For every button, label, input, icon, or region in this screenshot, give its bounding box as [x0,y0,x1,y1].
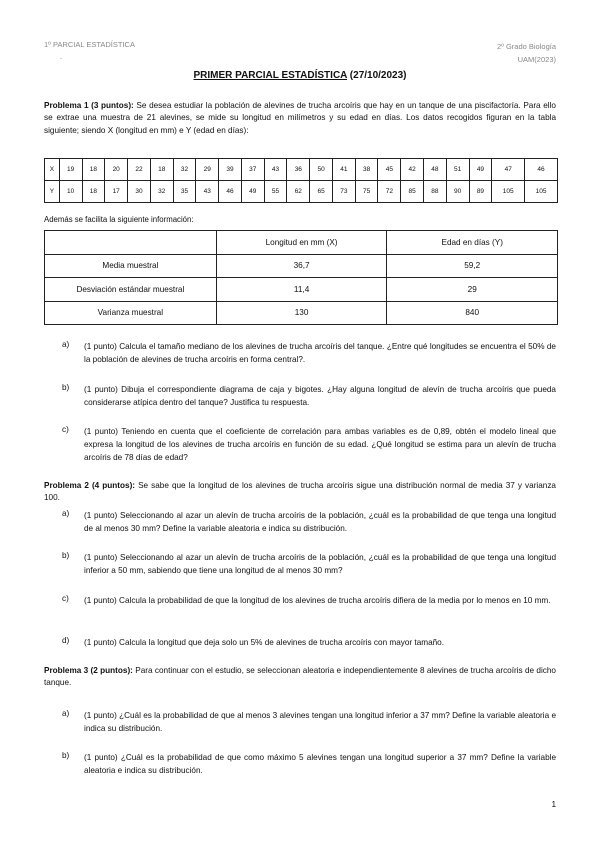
info-header-cell [45,231,217,255]
x-cell: 50 [310,159,333,181]
y-cell: 49 [241,181,264,203]
problem-3-text: Para continuar con el estudio, se seleccionan aleatoria e independientemente 8 alevines de trucha arcoíris de dicho tanque. [44,666,556,688]
x-cell: 39 [219,159,242,181]
info-cell: 11,4 [216,278,387,302]
header-right-line2: UAM(2023) [517,55,556,64]
problem-2-item-b: (1 punto) Seleccionando al azar un alevín de trucha arcoíris de la población, ¿cuál es la probabilidad de que tenga una longitud inferior a 50 mm, sabiendo que tiene una longitud de al menos 30 mm? [84,553,556,575]
y-cell: 105 [492,181,525,203]
page-title [0,70,600,81]
item-label: d) [62,636,70,645]
x-cell: 19 [59,159,82,181]
x-cell: 22 [128,159,151,181]
info-row [45,278,558,302]
y-cell: 75 [355,181,378,203]
x-cell: 37 [241,159,264,181]
item-label: c) [62,425,69,434]
info-intro: Además se facilita la siguiente información: [44,215,194,224]
y-cell: 89 [469,181,492,203]
header-right [497,40,556,66]
header-right-line1: 2º Grado Biología [496,42,556,51]
info-cell: 130 [216,301,387,325]
x-cell: 49 [469,159,492,181]
x-cell: 46 [525,159,558,181]
info-cell: 29 [387,278,558,302]
problem-1-item-b: (1 punto) Dibuja el correspondiente diagrama de caja y bigotes. ¿Hay alguna longitud de alevín de trucha arcoíris que pueda considerarse atípica dentro del tanque? Justifica tu respuesta. [84,385,556,407]
x-cell: 36 [287,159,310,181]
problem-3-intro [44,665,556,690]
info-row-label: Varianza muestral [45,301,217,325]
x-cell: 29 [196,159,219,181]
info-row [45,301,558,325]
problem-1-intro [44,100,556,137]
info-row-label: Media muestral [45,254,217,278]
info-cell: 36,7 [216,254,387,278]
x-cell: 18 [82,159,105,181]
problem-1-text: Se desea estudiar la población de alevines de trucha arcoíris que hay en un tanque de una piscifactoría. Para ello se extrae una muestra de 21 alevines, se mide su longitud en milímetros y su edad en días. Los datos recogidos figuran en la tabla siguiente; siendo X (longitud en mm) e Y (edad en días): [44,101,556,135]
x-cell: 42 [401,159,424,181]
x-cell: 18 [150,159,173,181]
item-label: a) [62,709,70,718]
info-header-row [45,231,558,255]
y-cell: 105 [525,181,558,203]
x-cell: 45 [378,159,401,181]
data-row-x-label: X [45,159,60,181]
info-cell: 840 [387,301,558,325]
item-label: b) [62,751,70,760]
info-table [44,230,558,325]
problem-1-label: Problema 1 (3 puntos): [44,101,134,110]
info-cell: 59,2 [387,254,558,278]
problem-2-label: Problema 2 (4 puntos): [44,481,136,490]
info-row [45,254,558,278]
y-cell: 65 [310,181,333,203]
y-cell: 62 [287,181,310,203]
item-label: b) [62,383,70,392]
y-cell: 30 [128,181,151,203]
y-cell: 88 [424,181,447,203]
problem-3-item-a: (1 punto) ¿Cuál es la probabilidad de que al menos 3 alevines tengan una longitud inferior a 37 mm? Define la variable aleatoria e indica su distribución. [84,711,556,733]
problem-2-item-d: (1 punto) Calcula la longitud que deja solo un 5% de alevines de trucha arcoíris con mayor tamaño. [84,638,445,647]
x-cell: 47 [492,159,525,181]
y-cell: 18 [82,181,105,203]
item-label: b) [62,551,70,560]
x-cell: 43 [264,159,287,181]
info-header-cell: Edad en días (Y) [387,231,558,255]
data-table [44,158,558,203]
data-row-y [45,181,558,203]
x-cell: 32 [173,159,196,181]
y-cell: 32 [150,181,173,203]
header-left: 1º PARCIAL ESTADÍSTICA [44,40,135,49]
info-row-label: Desviación estándar muestral [45,278,217,302]
y-cell: 90 [446,181,469,203]
problem-2-item-a: (1 punto) Seleccionando al azar un alevín de trucha arcoíris de la población, ¿cuál es la probabilidad de que tenga una longitud de al menos 30 mm? Define la variable aleatoria e indica su distribución. [84,511,556,533]
x-cell: 41 [332,159,355,181]
header-dot: . [60,52,63,61]
x-cell: 51 [446,159,469,181]
problem-2-intro [44,480,556,505]
problem-2-item-c: (1 punto) Calcula la probabilidad de que la longitud de los alevines de trucha arcoíris difiera de la media por lo menos en 10 mm. [84,596,551,605]
x-cell: 48 [424,159,447,181]
data-row-y-label: Y [45,181,60,203]
item-label: c) [62,594,69,603]
y-cell: 55 [264,181,287,203]
x-cell: 20 [105,159,128,181]
y-cell: 73 [332,181,355,203]
problem-1-item-a: (1 punto) Calcula el tamaño mediano de los alevines de trucha arcoíris del tanque. ¿Entre qué longitudes se encuentra el 50% de la población de alevines de trucha arcoíris en forma central?. [84,342,556,364]
y-cell: 85 [401,181,424,203]
y-cell: 17 [105,181,128,203]
data-row-x [45,159,558,181]
problem-3-label: Problema 3 (2 puntos): [44,666,133,675]
y-cell: 43 [196,181,219,203]
item-label: a) [62,340,70,349]
title-date: (27/10/2023) [349,70,407,81]
title-main: PRIMER PARCIAL ESTADÍSTICA [193,70,348,81]
info-header-cell: Longitud en mm (X) [216,231,387,255]
problem-3-item-b: (1 punto) ¿Cuál es la probabilidad de que como máximo 5 alevines tengan una longitud superior a 37 mm? Define la variable aleatoria e indica su distribución. [84,753,556,775]
y-cell: 72 [378,181,401,203]
y-cell: 46 [219,181,242,203]
problem-2-text: Se sabe que la longitud de los alevines de trucha arcoíris sigue una distribución normal de media 37 y varianza 100. [44,481,556,503]
problem-1-item-c: (1 punto) Teniendo en cuenta que el coeficiente de correlación para ambas variables es de 0,89, obtén el modelo lineal que expresa la longitud de los alevines de trucha arcoíris en función de su edad. ¿Qué longitud se estima para un alevín de trucha arcoíris de 78 días de edad? [84,427,556,462]
y-cell: 35 [173,181,196,203]
y-cell: 10 [59,181,82,203]
item-label: a) [62,509,70,518]
page-number: 1 [551,800,556,809]
x-cell: 38 [355,159,378,181]
